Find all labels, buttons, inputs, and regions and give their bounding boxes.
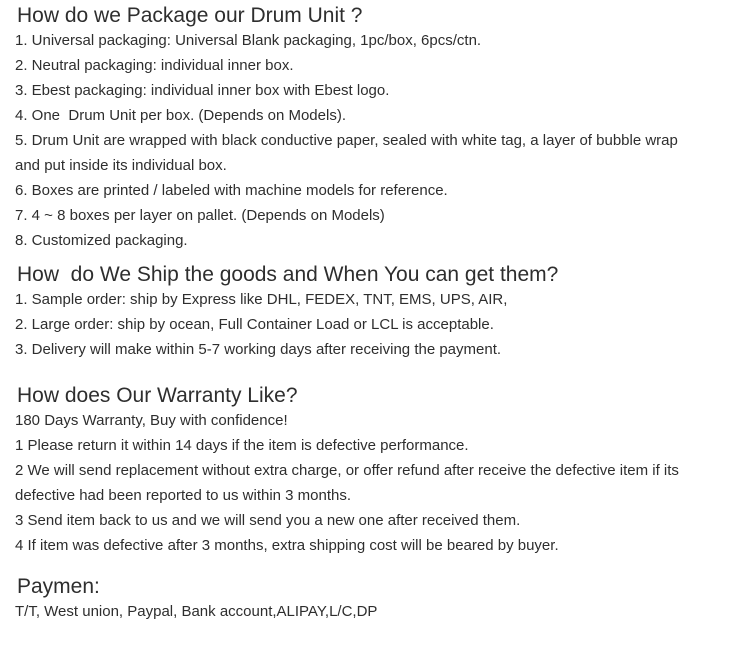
section-payment bbox=[15, 575, 742, 624]
packaging-line: 7. 4 ~ 8 boxes per layer on pallet. (Depends on Models) bbox=[15, 207, 385, 224]
warranty-line: 4 If item was defective after 3 months, extra shipping cost will be beared by buyer. bbox=[15, 537, 559, 554]
packaging-line: and put inside its individual box. bbox=[15, 157, 227, 174]
warranty-line: 1 Please return it within 14 days if the item is defective performance. bbox=[15, 437, 469, 454]
packaging-line: 5. Drum Unit are wrapped with black conductive paper, sealed with white tag, a layer of bubble wrap bbox=[15, 132, 678, 149]
section-shipping bbox=[15, 263, 742, 362]
warranty-line: 3 Send item back to us and we will send you a new one after received them. bbox=[15, 512, 521, 529]
section-packaging bbox=[15, 4, 742, 253]
packaging-line: 1. Universal packaging: Universal Blank packaging, 1pc/box, 6pcs/ctn. bbox=[15, 32, 482, 49]
payment-line: T/T, West union, Paypal, Bank account,ALIPAY,L/C,DP bbox=[15, 603, 378, 620]
packaging-line: 2. Neutral packaging: individual inner box. bbox=[15, 57, 294, 74]
section-warranty bbox=[15, 384, 742, 558]
warranty-line: defective had been reported to us within 3 months. bbox=[15, 487, 352, 504]
shipping-line: 3. Delivery will make within 5-7 working days after receiving the payment. bbox=[15, 341, 502, 358]
warranty-heading: How does Our Warranty Like? bbox=[17, 384, 298, 407]
packaging-line: 6. Boxes are printed / labeled with machine models for reference. bbox=[15, 182, 448, 199]
shipping-heading: How do We Ship the goods and When You can get them? bbox=[17, 263, 559, 286]
shipping-line: 1. Sample order: ship by Express like DHL, FEDEX, TNT, EMS, UPS, AIR, bbox=[15, 291, 508, 308]
warranty-line: 2 We will send replacement without extra charge, or offer refund after receive the defective item if its bbox=[15, 462, 679, 479]
packaging-heading: How do we Package our Drum Unit ? bbox=[17, 4, 363, 27]
shipping-line: 2. Large order: ship by ocean, Full Container Load or LCL is acceptable. bbox=[15, 316, 494, 333]
packaging-line: 3. Ebest packaging: individual inner box with Ebest logo. bbox=[15, 82, 390, 99]
packaging-line: 4. One Drum Unit per box. (Depends on Models). bbox=[15, 107, 346, 124]
packaging-line: 8. Customized packaging. bbox=[15, 232, 188, 249]
payment-heading: Paymen: bbox=[17, 575, 100, 598]
warranty-line: 180 Days Warranty, Buy with confidence! bbox=[15, 412, 288, 429]
